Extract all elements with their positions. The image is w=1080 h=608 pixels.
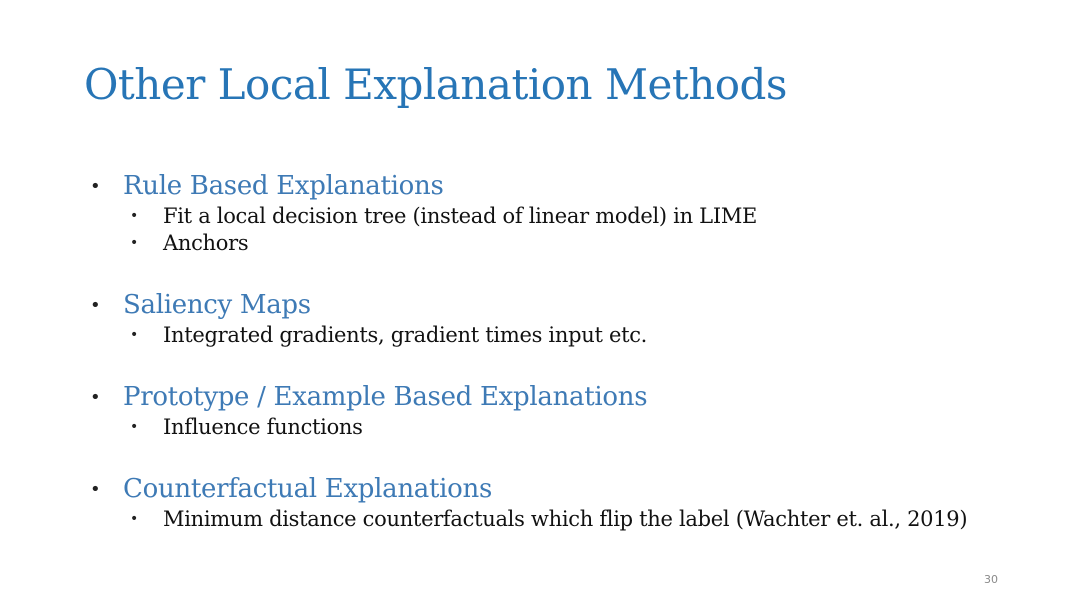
list-item [90,413,1050,440]
list-item-text: Anchors [163,230,249,255]
list-item-text: Minimum distance counterfactuals which flip the label (Wachter et. al., 2019) [163,506,968,531]
section-prototype [90,381,1050,440]
bullet-icon: • [90,386,101,408]
list-item [90,229,1050,256]
section-heading: Prototype / Example Based Explanations [123,382,648,412]
bullet-icon: • [90,175,101,197]
bullet-list [90,170,1050,532]
bullet-icon: • [130,418,139,435]
bullet-icon: • [130,326,139,343]
section-rule-based [90,170,1050,256]
section-saliency-maps [90,289,1050,348]
section-heading: Saliency Maps [123,290,311,320]
slide-title: Other Local Explanation Methods [84,60,787,109]
section-heading: Counterfactual Explanations [123,474,493,504]
list-item-text: Fit a local decision tree (instead of linear model) in LIME [163,203,758,228]
bullet-icon: • [130,207,139,224]
section-counterfactual [90,473,1050,532]
list-item-text: Influence functions [163,414,363,439]
list-item-text: Integrated gradients, gradient times input etc. [163,322,648,347]
bullet-icon: • [90,294,101,316]
list-item [90,321,1050,348]
bullet-icon: • [90,478,101,500]
list-item [90,202,1050,229]
list-item [90,505,1050,532]
page-number: 30 [984,573,998,586]
bullet-icon: • [130,234,139,251]
section-heading: Rule Based Explanations [123,171,444,201]
bullet-icon: • [130,510,139,527]
